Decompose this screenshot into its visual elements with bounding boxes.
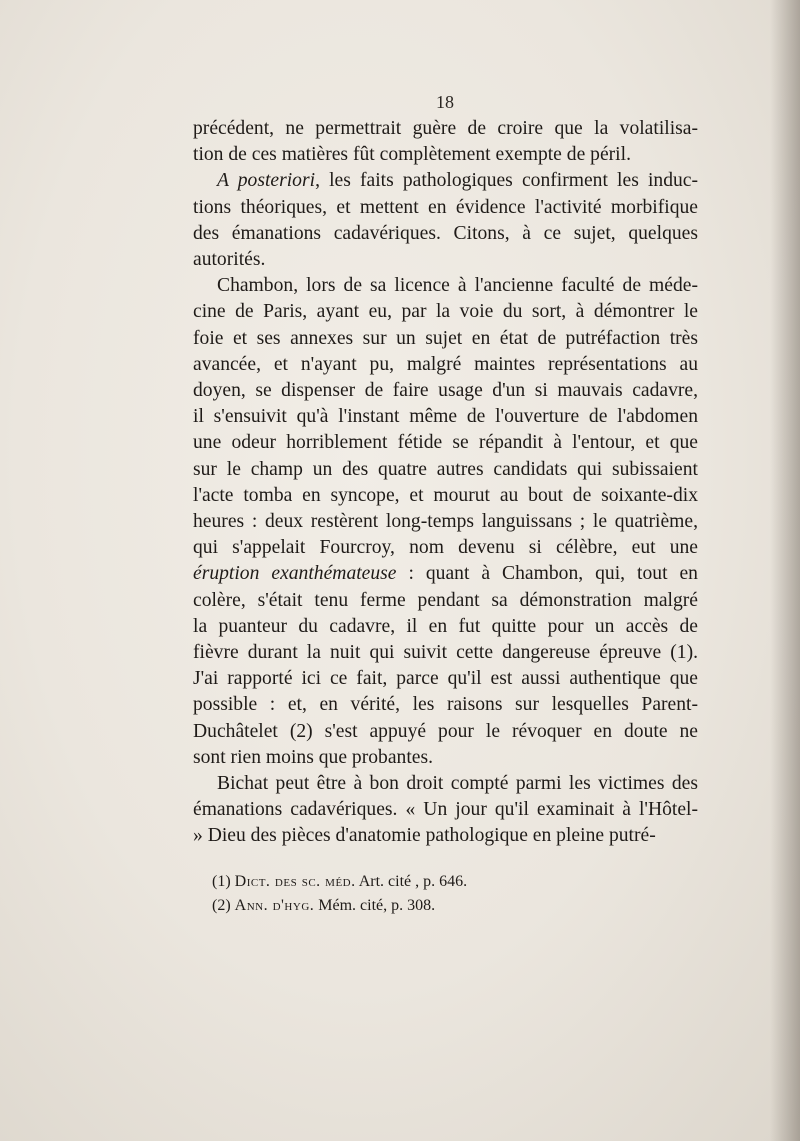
italic-phrase: A posteriori [217, 170, 316, 192]
footnote-source: Dict. des sc. méd. [234, 873, 356, 890]
text-line: tion de ces matières fût complètement exempte de péril. [193, 144, 631, 166]
text-line: » Dieu des pièces d'anatomie pathologique en pleine putré- [193, 825, 656, 847]
page-number: 18 [436, 92, 454, 112]
body-text [193, 116, 698, 850]
footnotes [212, 870, 692, 918]
paragraph [193, 273, 698, 771]
text-line: émanations cadavériques. « Un jour qu'il examinait à l'Hôtel- [193, 799, 698, 821]
text-line: éruption exanthémateuse : quant à Chambon, qui, tout en [193, 563, 698, 585]
footnote-source: Ann. d'hyg. [234, 897, 315, 914]
text-line: heures : deux restèrent long-temps languissans ; le quatrième, [193, 511, 698, 533]
paragraph [193, 168, 698, 273]
text-line: possible : et, en vérité, les raisons sur lesquelles Parent- [193, 694, 698, 716]
text-line: J'ai rapporté ici ce fait, parce qu'il est aussi authentique que [193, 668, 698, 690]
text-line: avancée, et n'ayant pu, malgré maintes représentations au [193, 353, 698, 375]
text-line: des émanations cadavériques. Citons, à ce sujet, quelques [193, 222, 698, 244]
text-line: l'acte tomba en syncope, et mourut au bout de soixante-dix [193, 484, 698, 506]
text-line: foie et ses annexes sur un sujet en état de putréfaction très [193, 327, 698, 349]
text-line: fièvre durant la nuit qui suivit cette dangereuse épreuve (1). [193, 642, 698, 664]
text-line: autorités. [193, 249, 266, 271]
text-line: qui s'appelait Fourcroy, nom devenu si célèbre, eut une [193, 537, 698, 559]
text-line: doyen, se dispenser de faire usage d'un si mauvais cadavre, [193, 380, 698, 402]
text-line: cine de Paris, ayant eu, par la voie du sort, à démontrer le [193, 301, 698, 323]
text-line: colère, s'était tenu ferme pendant sa démonstration malgré [193, 589, 698, 611]
text-line: précédent, ne permettrait guère de croire que la volatilisa- [193, 118, 698, 139]
italic-phrase: éruption exanthémateuse [193, 563, 397, 585]
page-edge-shadow [770, 0, 800, 1141]
text-line: tions théoriques, et mettent en évidence l'activité morbifique [193, 196, 698, 218]
text-line: Duchâtelet (2) s'est appuyé pour le révoquer en doute ne [193, 720, 698, 742]
text-line: une odeur horriblement fétide se répandit à l'entour, et que [193, 432, 698, 454]
paragraph [193, 771, 698, 850]
paragraph [193, 116, 698, 168]
footnote: (2) Ann. d'hyg. Mém. cité, p. 308. [212, 897, 436, 914]
text-line: A posteriori, les faits pathologiques confirment les induc- [217, 170, 699, 192]
text-line: il s'ensuivit qu'à l'instant même de l'ouverture de l'abdomen [193, 406, 698, 428]
text-line: sur le champ un des quatre autres candidats qui subissaient [193, 458, 698, 480]
text-line: Chambon, lors de sa licence à l'ancienne faculté de méde- [217, 275, 698, 297]
text-line: Bichat peut être à bon droit compté parmi les victimes des [217, 773, 698, 795]
text-line: la puanteur du cadavre, il en fut quitte pour un accès de [193, 615, 698, 637]
text-line: sont rien moins que probantes. [193, 746, 433, 768]
footnote: (1) Dict. des sc. méd. Art. cité , p. 646. [212, 873, 468, 890]
